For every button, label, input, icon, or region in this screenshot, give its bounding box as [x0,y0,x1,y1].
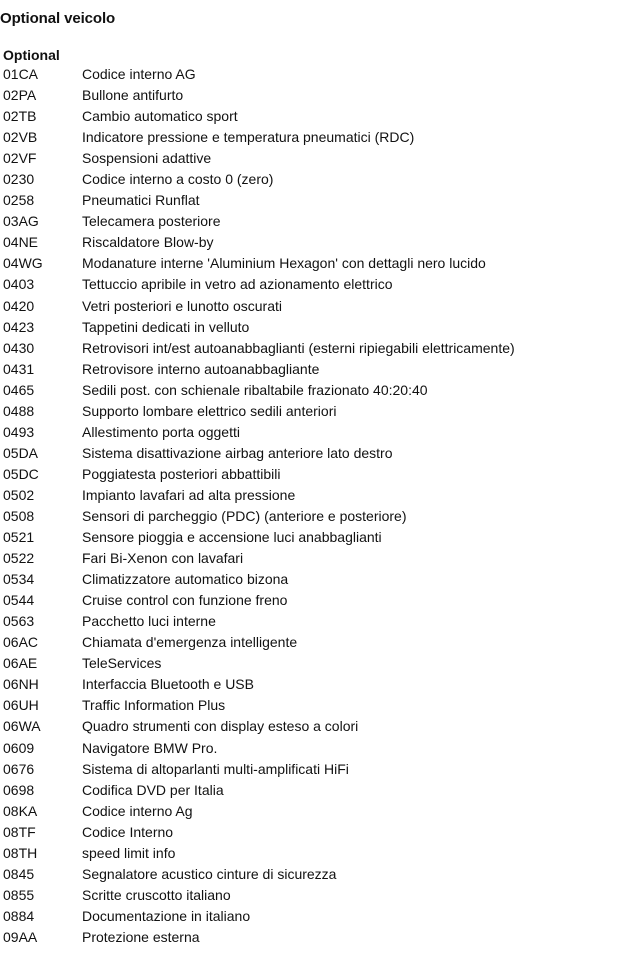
option-row [3,822,515,843]
option-description: Retrovisori int/est autoanabbaglianti (esterni ripiegabili elettricamente) [82,339,515,356]
option-description: Sedili post. con schienale ribaltabile frazionato 40:20:40 [82,381,428,398]
option-row [3,674,515,695]
option-row [3,401,515,422]
option-row [3,338,515,359]
option-code: 05DC [3,465,39,482]
option-code: 0465 [3,381,35,398]
option-description: Segnalatore acustico cinture di sicurezza [82,865,337,882]
option-code: 02TB [3,108,37,125]
option-row [3,759,515,780]
option-row [3,906,515,927]
option-code: 03AG [3,213,39,230]
option-code: 06AE [3,655,38,672]
option-description: Modanature interne 'Aluminium Hexagon' con dettagli nero lucido [82,255,486,272]
option-description: Codice Interno [82,823,174,840]
option-description: Sospensioni adattive [82,150,212,167]
option-description: Scritte cruscotto italiano [82,886,231,903]
option-code: 0258 [3,192,35,209]
option-description: Bullone antifurto [82,87,184,104]
option-row [3,443,515,464]
option-description: Fari Bi-Xenon con lavafari [82,550,244,567]
option-row [3,611,515,632]
option-description: Tappetini dedicati in velluto [82,318,250,335]
option-row [3,527,515,548]
option-description: Codice interno Ag [82,802,193,819]
option-code: 0845 [3,865,35,882]
option-description: Climatizzatore automatico bizona [82,571,289,588]
option-code: 02VF [3,150,37,167]
option-code: 0420 [3,297,35,314]
option-code: 06WA [3,718,41,735]
option-description: Sensori di parcheggio (PDC) (anteriore e posteriore) [82,507,407,524]
option-code: 0698 [3,781,35,798]
option-code: 0508 [3,507,35,524]
option-description: Indicatore pressione e temperatura pneumatici (RDC) [82,129,415,146]
option-description: Riscaldatore Blow-by [82,234,214,251]
option-row [3,485,515,506]
option-description: Retrovisore interno autoanabbagliante [82,360,320,377]
option-code: 0403 [3,276,35,293]
option-row [3,359,515,380]
page-title: Optional veicolo [0,10,116,27]
option-code: 0534 [3,571,35,588]
option-row [3,148,515,169]
option-description: Sistema di altoparlanti multi-amplificati HiFi [82,760,349,777]
option-description: Traffic Information Plus [82,697,226,714]
option-row [3,464,515,485]
option-description: Quadro strumenti con display esteso a colori [82,718,359,735]
option-row [3,380,515,401]
option-description: Chiamata d'emergenza intelligente [82,634,298,651]
option-description: Codice interno a costo 0 (zero) [82,171,274,188]
option-row [3,422,515,443]
option-row [3,317,515,338]
option-row [3,64,515,85]
option-code: 0563 [3,613,35,630]
option-code: 0609 [3,739,35,756]
option-code: 0502 [3,486,35,503]
option-row [3,169,515,190]
option-code: 08TF [3,823,36,840]
option-code: 06AC [3,634,39,651]
option-row [3,716,515,737]
option-row [3,253,515,274]
option-description: Poggiatesta posteriori abbattibili [82,465,281,482]
option-code: 0423 [3,318,35,335]
option-description: Pacchetto luci interne [82,613,216,630]
option-row [3,296,515,317]
option-description: Codice interno AG [82,66,196,82]
option-row [3,927,515,948]
option-row [3,780,515,801]
option-code: 0855 [3,886,35,903]
option-description: Tettuccio apribile in vetro ad azionamento elettrico [82,276,393,293]
option-code: 02PA [3,87,37,104]
option-description: Codifica DVD per Italia [82,781,224,798]
column-header: Optional [3,47,60,63]
option-description: Cambio automatico sport [82,108,238,125]
option-row [3,738,515,759]
option-code: 09AA [3,928,38,945]
option-row [3,506,515,527]
option-row [3,632,515,653]
option-code: 04NE [3,234,39,251]
option-code: 01CA [3,66,39,82]
option-description: speed limit info [82,844,176,861]
option-code: 0493 [3,423,35,440]
option-description: Interfaccia Bluetooth e USB [82,676,254,693]
option-description: Protezione esterna [82,928,200,945]
option-code: 0521 [3,529,35,546]
option-row [3,85,515,106]
option-description: Cruise control con funzione freno [82,592,288,609]
option-row [3,695,515,716]
option-code: 0488 [3,402,35,419]
option-description: Navigatore BMW Pro. [82,739,218,756]
option-description: TeleServices [82,655,162,672]
option-row [3,211,515,232]
option-row [3,232,515,253]
option-row [3,127,515,148]
option-row [3,801,515,822]
option-description: Sensore pioggia e accensione luci anabbaglianti [82,529,382,546]
option-row [3,548,515,569]
option-description: Vetri posteriori e lunotto oscurati [82,297,282,314]
option-row [3,274,515,295]
option-code: 06NH [3,676,39,693]
option-row [3,569,515,590]
option-description: Sistema disattivazione airbag anteriore lato destro [82,444,393,461]
option-code: 05DA [3,444,39,461]
option-row [3,653,515,674]
option-code: 08KA [3,802,38,819]
option-description: Impianto lavafari ad alta pressione [82,486,296,503]
option-row [3,190,515,211]
option-code: 0230 [3,171,35,188]
option-code: 0522 [3,550,35,567]
option-code: 04WG [3,255,43,272]
option-code: 0431 [3,360,35,377]
option-row [3,843,515,864]
option-code: 02VB [3,129,38,146]
option-row [3,590,515,611]
option-code: 0544 [3,592,35,609]
option-description: Documentazione in italiano [82,907,251,924]
option-description: Telecamera posteriore [82,213,221,230]
option-code: 0676 [3,760,35,777]
option-code: 08TH [3,844,38,861]
option-description: Pneumatici Runflat [82,192,200,209]
option-code: 0430 [3,339,35,356]
options-list [3,64,515,948]
option-row [3,864,515,885]
option-row [3,885,515,906]
option-description: Supporto lombare elettrico sedili anteriori [82,402,337,419]
option-row [3,106,515,127]
option-code: 06UH [3,697,39,714]
option-description: Allestimento porta oggetti [82,423,240,440]
option-code: 0884 [3,907,35,924]
